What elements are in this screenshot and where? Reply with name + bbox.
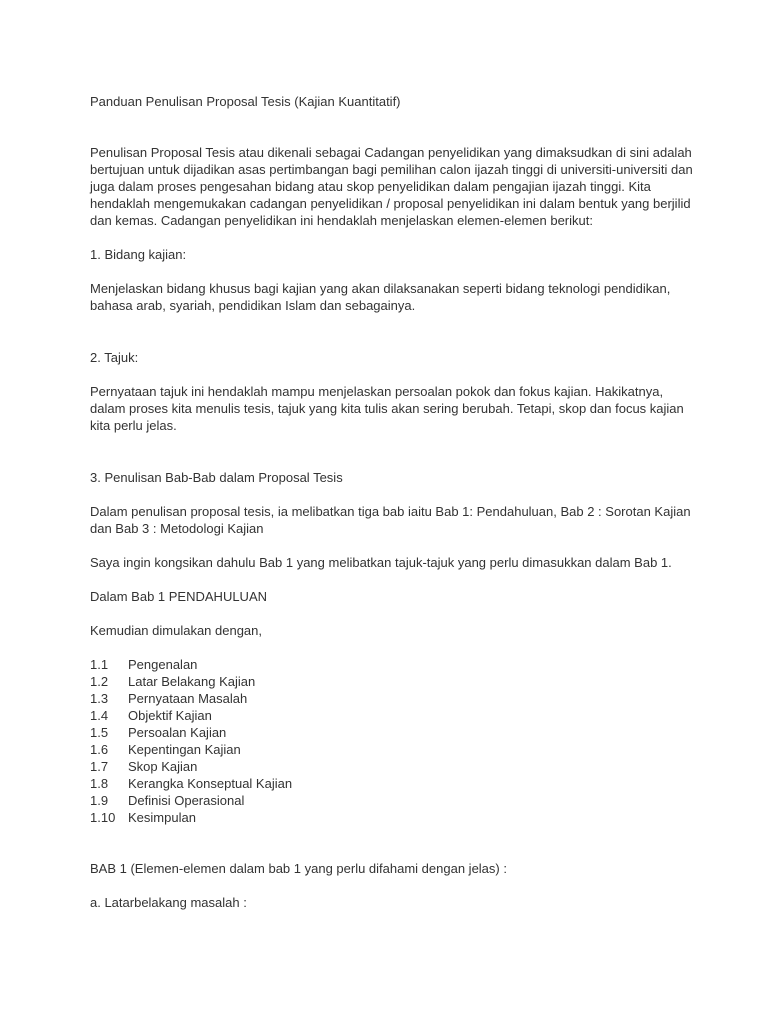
toc-number: 1.1: [90, 657, 109, 672]
intro-line: juga dalam proses pengesahan bidang atau skop penyelidikan dalam pengajian ijazah tinggi. Kita: [90, 179, 651, 194]
share-line: Saya ingin kongsikan dahulu Bab 1 yang melibatkan tajuk-tajuk yang perlu dimasukkan dalam Bab 1.: [90, 555, 672, 570]
section-3-line: Dalam penulisan proposal tesis, ia melibatkan tiga bab iaitu Bab 1: Pendahuluan, Bab 2 : Sorotan Kajian: [90, 504, 691, 519]
intro-line: hendaklah mengemukakan cadangan penyelidikan / proposal penyelidikan ini dalam bentuk yang berjilid: [90, 196, 691, 211]
toc-label: Kesimpulan: [128, 810, 196, 825]
toc-label: Objektif Kajian: [128, 708, 212, 723]
toc-label: Kepentingan Kajian: [128, 742, 241, 757]
toc-label: Definisi Operasional: [128, 793, 245, 808]
toc-number: 1.8: [90, 776, 109, 791]
section-3-heading: 3. Penulisan Bab-Bab dalam Proposal Tesis: [90, 470, 343, 485]
toc-label: Pernyataan Masalah: [128, 691, 248, 706]
toc-number: 1.5: [90, 725, 109, 740]
toc-item: [90, 792, 690, 809]
section-1-heading: 1. Bidang kajian:: [90, 247, 187, 262]
toc-label: Skop Kajian: [128, 759, 198, 774]
toc-label: Latar Belakang Kajian: [128, 674, 256, 689]
bab1-elements-line: BAB 1 (Elemen-elemen dalam bab 1 yang perlu difahami dengan jelas) :: [90, 861, 507, 876]
toc-item: [90, 809, 690, 826]
section-3-line: dan Bab 3 : Metodologi Kajian: [90, 521, 264, 536]
section-1-line: Menjelaskan bidang khusus bagi kajian yang akan dilaksanakan seperti bidang teknologi pendidikan,: [90, 281, 671, 296]
subheading-a: a. Latarbelakang masalah :: [90, 895, 247, 910]
section-2-paragraph: [90, 383, 690, 434]
toc-number: 1.6: [90, 742, 109, 757]
toc-number: 1.3: [90, 691, 109, 706]
toc-item: [90, 724, 690, 741]
toc-number: 1.10: [90, 810, 116, 825]
toc-item: [90, 741, 690, 758]
section-1-paragraph: [90, 280, 690, 314]
toc-item: [90, 656, 690, 673]
toc-label: Persoalan Kajian: [128, 725, 227, 740]
toc-list: [90, 656, 690, 826]
document-page: [90, 93, 693, 911]
toc-item: [90, 707, 690, 724]
toc-number: 1.4: [90, 708, 109, 723]
intro-line: Penulisan Proposal Tesis atau dikenali sebagai Cadangan penyelidikan yang dimaksudkan di sini adalah: [90, 145, 692, 160]
toc-item: [90, 690, 690, 707]
intro-paragraph: [90, 144, 693, 229]
bab1-line: Dalam Bab 1 PENDAHULUAN: [90, 589, 268, 604]
section-2-line: dalam proses kita menulis tesis, tajuk yang kita tulis akan sering berubah. Tetapi, skop dan focus kajian: [90, 401, 684, 416]
document-title: Panduan Penulisan Proposal Tesis (Kajian Kuantitatif): [90, 94, 401, 109]
toc-label: Pengenalan: [128, 657, 198, 672]
toc-item: [90, 673, 690, 690]
section-1-line: bahasa arab, syariah, pendidikan Islam dan sebagainya.: [90, 298, 416, 313]
toc-label: Kerangka Konseptual Kajian: [128, 776, 293, 791]
toc-item: [90, 775, 690, 792]
section-2-line: Pernyataan tajuk ini hendaklah mampu menjelaskan persoalan pokok dan fokus kajian. Hakikatnya,: [90, 384, 664, 399]
intro-line: bertujuan untuk dijadikan asas pertimbangan bagi pemilihan calon ijazah tinggi di universiti-universiti dan: [90, 162, 693, 177]
section-3-paragraph: [90, 503, 690, 537]
section-2-line: kita perlu jelas.: [90, 418, 177, 433]
intro-line: dan kemas. Cadangan penyelidikan ini hendaklah menjelaskan elemen-elemen berikut:: [90, 213, 593, 228]
begin-line: Kemudian dimulakan dengan,: [90, 623, 263, 638]
section-2-heading: 2. Tajuk:: [90, 350, 139, 365]
toc-number: 1.2: [90, 674, 109, 689]
toc-item: [90, 758, 690, 775]
toc-number: 1.7: [90, 759, 109, 774]
toc-number: 1.9: [90, 793, 109, 808]
